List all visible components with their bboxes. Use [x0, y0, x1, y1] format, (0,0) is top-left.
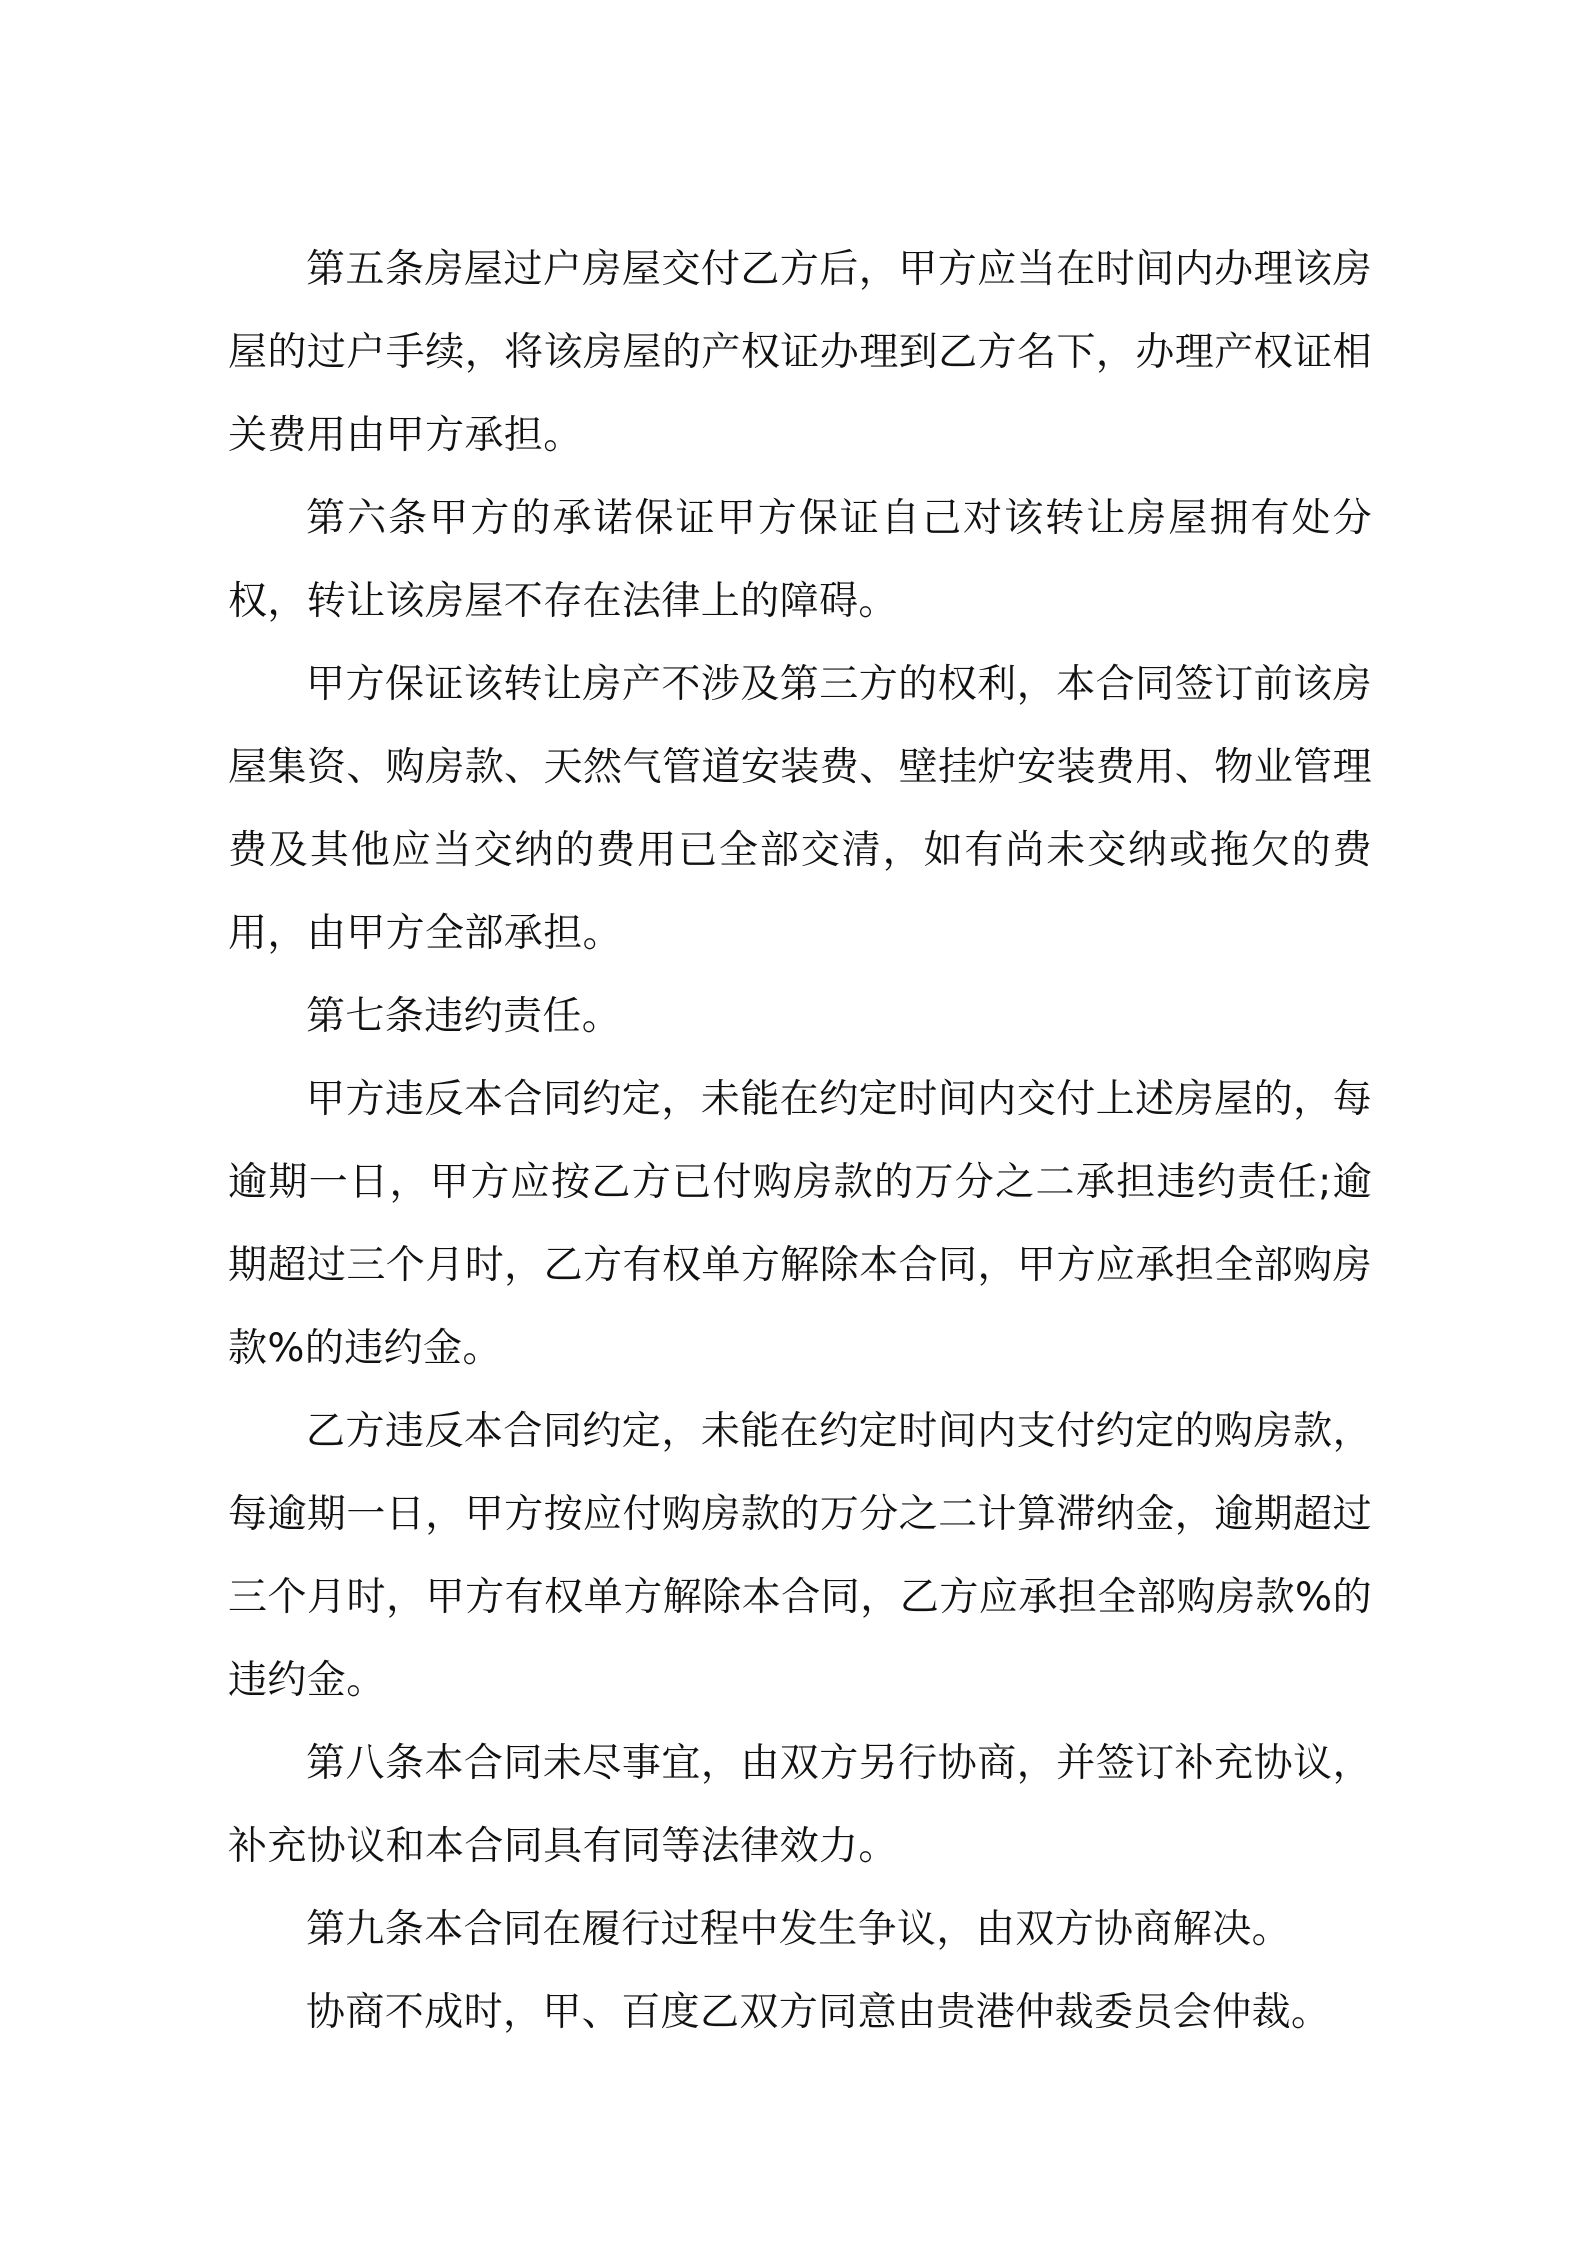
paragraph-article-8: 第八条本合同未尽事宜，由双方另行协商，并签订补充协议，补充协议和本合同具有同等法律效力。	[228, 1741, 1372, 1869]
paragraph-seller-breach: 甲方违反本合同约定，未能在约定时间内交付上述房屋的，每逾期一日，甲方应按乙方已付购房款的万分之二承担违约责任;逾期超过三个月时，乙方有权单方解除本合同，甲方应承担全部购房款%的违约金。	[228, 1077, 1372, 1371]
paragraph-article-9: 第九条本合同在履行过程中发生争议，由双方协商解决。	[306, 1907, 1292, 1952]
paragraph-seller-guarantee: 甲方保证该转让房产不涉及第三方的权利，本合同签订前该房屋集资、购房款、天然气管道安装费、壁挂炉安装费用、物业管理费及其他应当交纳的费用已全部交清，如有尚未交纳或拖欠的费用，由甲方全部承担。	[228, 662, 1372, 956]
paragraph-article-5: 第五条房屋过户房屋交付乙方后，甲方应当在时间内办理该房屋的过户手续，将该房屋的产权证办理到乙方名下，办理产权证相关费用由甲方承担。	[228, 247, 1372, 458]
paragraph-article-7-heading: 第七条违约责任。	[306, 994, 622, 1039]
document-body	[228, 228, 1372, 2054]
paragraph-buyer-breach: 乙方违反本合同约定，未能在约定时间内支付约定的购房款，每逾期一日，甲方按应付购房款的万分之二计算滞纳金，逾期超过三个月时，甲方有权单方解除本合同，乙方应承担全部购房款%的违约金。	[228, 1409, 1372, 1703]
paragraph-article-6: 第六条甲方的承诺保证甲方保证自己对该转让房屋拥有处分权，转让该房屋不存在法律上的障碍。	[228, 496, 1372, 624]
paragraph-arbitration: 协商不成时，甲、百度乙双方同意由贵港仲裁委员会仲裁。	[306, 1990, 1331, 2035]
